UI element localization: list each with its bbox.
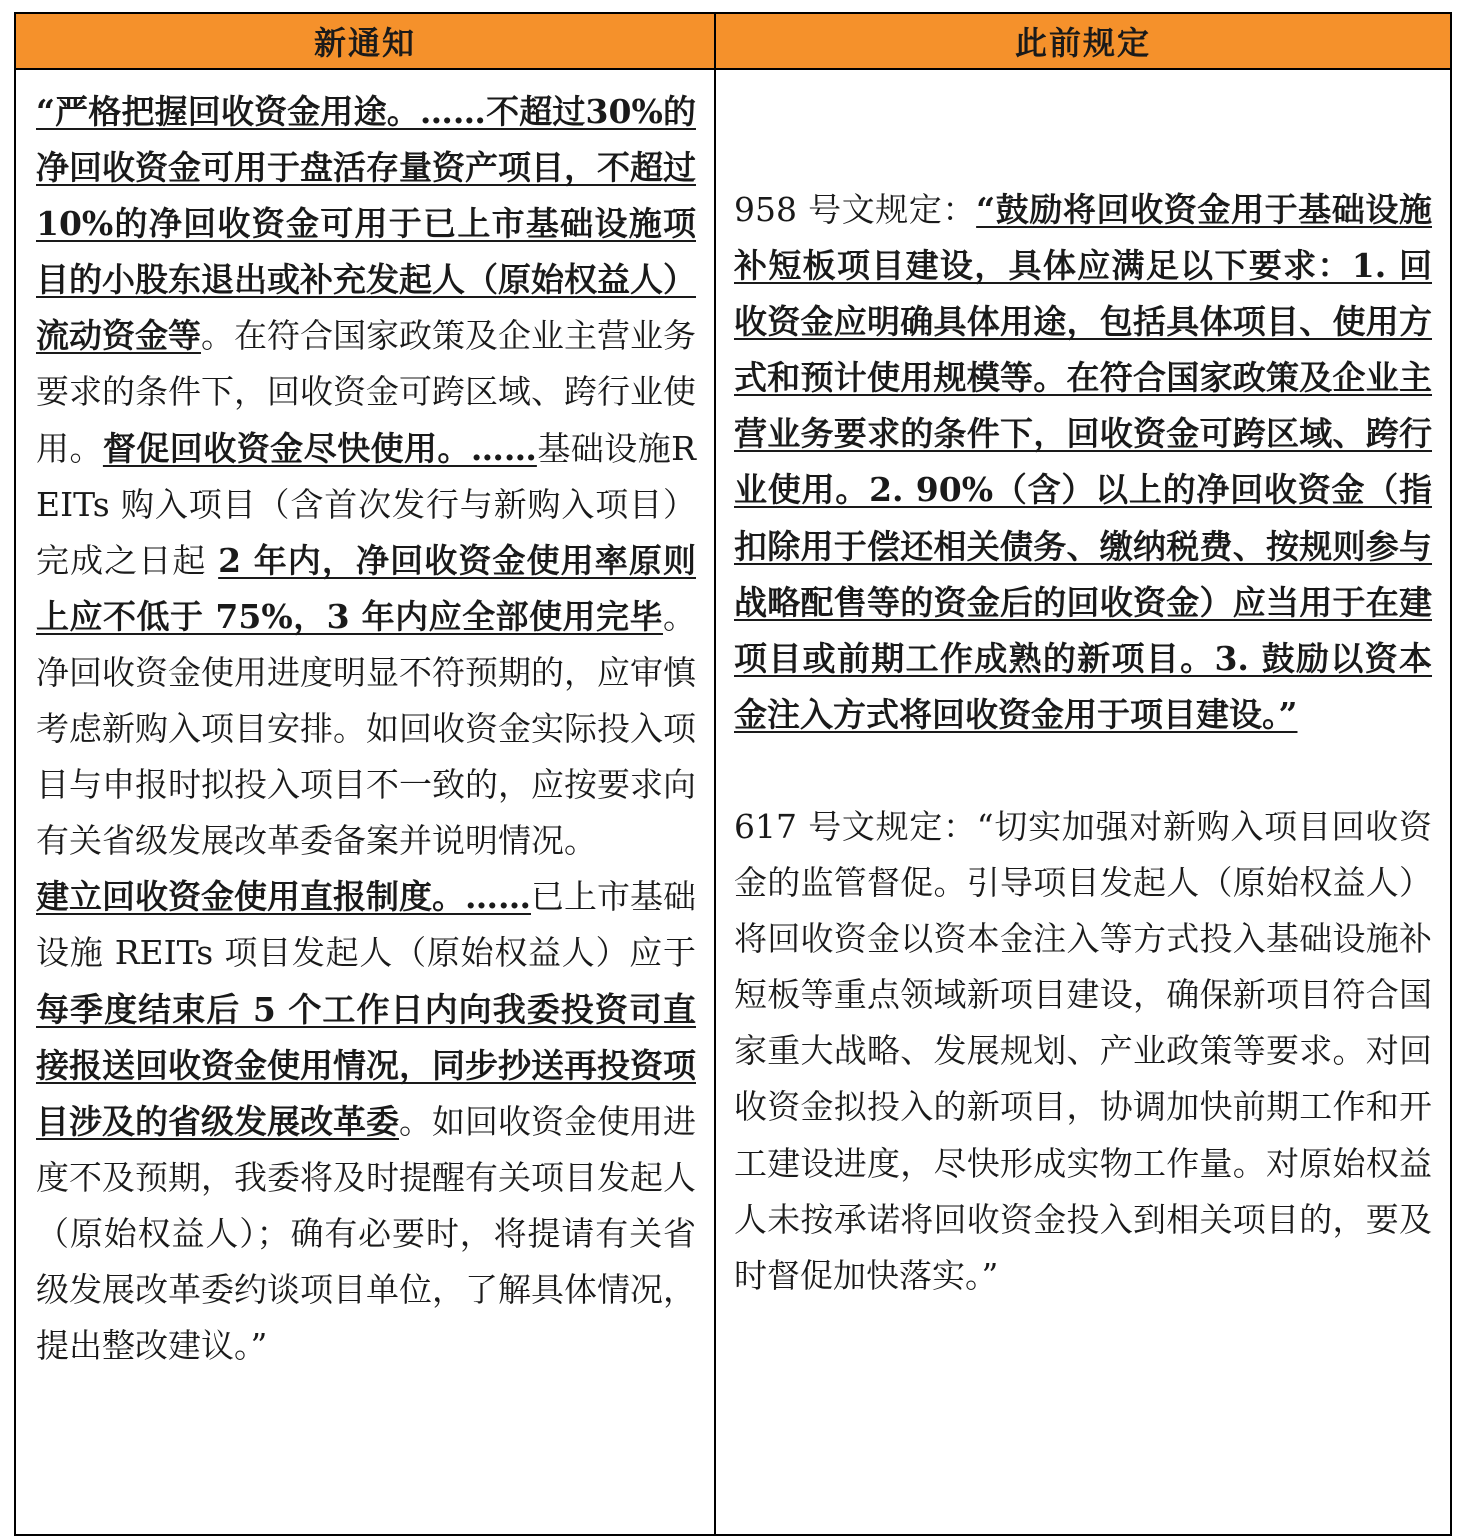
comparison-table	[14, 12, 1452, 1536]
header-row	[15, 13, 1451, 69]
rule-617-paragraph	[734, 799, 1432, 1304]
text-run: 。在符合国家政策及企业主营业务要求的条件下，回收资金可跨区域、跨行业使用。	[36, 316, 696, 468]
text-run: 督促回收资金尽快使用。……	[102, 428, 537, 468]
new-notice-cell	[15, 69, 715, 1535]
text-run: 每季度结束后 5 个工作日内向我委投资司直接报送回收资金使用情况，同步抄送再投资项目涉及的省级发展改革委	[36, 989, 696, 1141]
header-new-notice: 新通知	[15, 13, 715, 69]
text-run: “鼓励将回收资金用于基础设施补短板项目建设，具体应满足以下要求：1. 回收资金应明确具体用途，包括具体项目、使用方式和预计使用规模等。在符合国家政策及企业主营业务要求的条件下，回收资金可跨区域、跨行业使用。2. 90%（含）以上的净回收资金（指扣除用于偿还相关债务、缴纳税费、按规则参与战略配售等的资金后的回收资金）应当用于在建项目或前期工作成熟的新项目。3. 鼓励以资本金注入方式将回收资金用于项目建设。”	[734, 190, 1432, 734]
header-previous-rules: 此前规定	[715, 13, 1451, 69]
text-run: 。净回收资金使用进度明显不符预期的，应审慎考虑新购入项目安排。如回收资金实际投入项目与申报时拟投入项目不一致的，应按要求向有关省级发展改革委备案并说明情况。	[36, 596, 696, 861]
spacer	[734, 70, 1432, 182]
previous-rules-cell	[715, 69, 1451, 1535]
text-run: 958 号文规定：	[734, 190, 977, 229]
text-run: 已上市基础设施 REITs 项目发起人（原始权益人）应于	[36, 877, 696, 973]
rule-958-paragraph	[734, 182, 1432, 743]
text-run: 建立回收资金使用直报制度。……	[36, 877, 531, 917]
new-notice-paragraph-1	[36, 84, 696, 869]
content-row	[15, 69, 1451, 1535]
text-run: 2 年内，净回收资金使用率原则上应不低于 75%，3 年内应全部使用完毕	[36, 540, 696, 636]
text-run: 。如回收资金使用进度不及预期，我委将及时提醒有关项目发起人（原始权益人）；确有必要时，将提请有关省级发展改革委约谈项目单位，了解具体情况，提出整改建议。”	[36, 1101, 696, 1366]
new-notice-paragraph-2	[36, 869, 696, 1374]
text-run: “严格把握回收资金用途。……不超过30%的净回收资金可用于盘活存量资产项目，不超过 10%的净回收资金可用于已上市基础设施项目的小股东退出或补充发起人（原始权益人）流动资金等	[36, 92, 696, 356]
text-run: 617 号文规定：“切实加强对新购入项目回收资金的监管督促。引导项目发起人（原始权益人）将回收资金以资本金注入等方式投入基础设施补短板等重点领域新项目建设，确保新项目符合国家重大战略、发展规划、产业政策等要求。对回收资金拟投入的新项目，协调加快前期工作和开工建设进度，尽快形成实物工作量。对原始权益人未按承诺将回收资金投入到相关项目的，要及时督促加快落实。”	[734, 806, 1432, 1295]
spacer	[734, 743, 1432, 799]
text-run: 基础设施REITs 购入项目（含首次发行与新购入项目）完成之日起	[36, 428, 696, 580]
